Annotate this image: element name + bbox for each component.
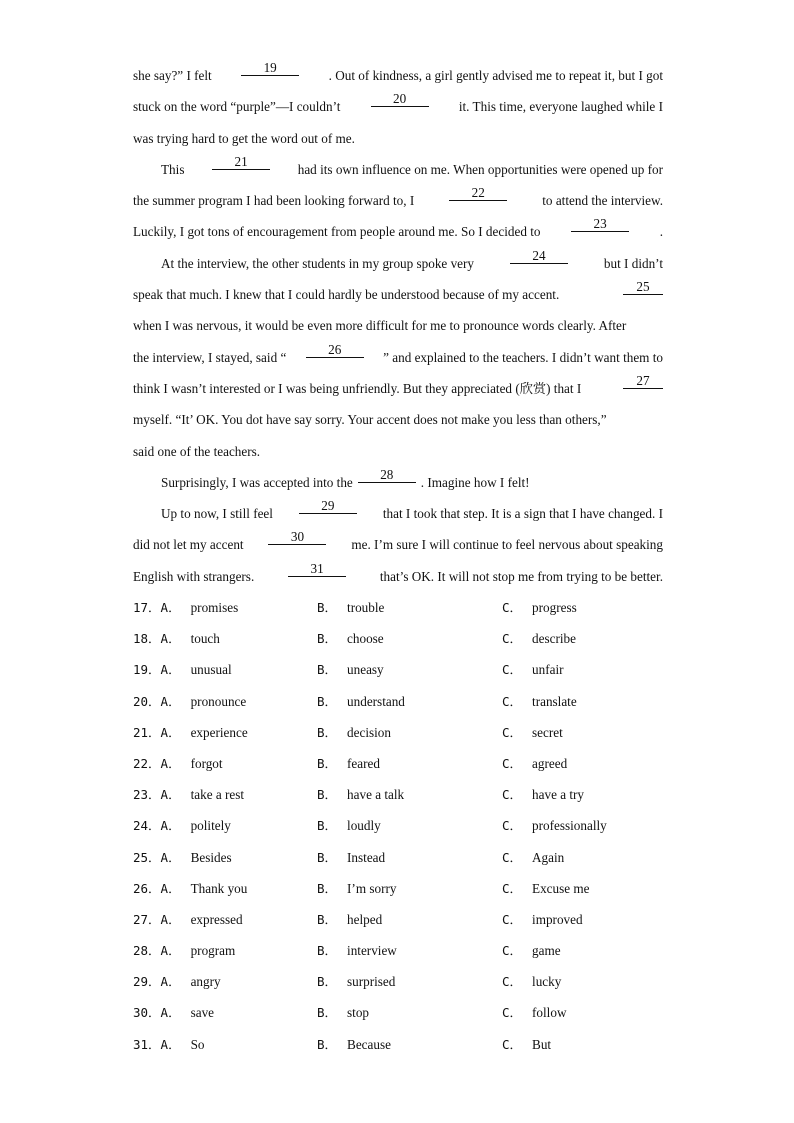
option-b-label: B．	[317, 662, 338, 678]
option-c[interactable]	[502, 654, 564, 685]
answer-blank: 25	[623, 279, 663, 295]
option-a-text: promises	[190, 600, 239, 616]
passage-line	[133, 310, 663, 341]
answer-blank: 22	[449, 185, 507, 201]
text: it. This time, everyone laughed while I	[458, 99, 663, 115]
option-row	[133, 748, 663, 779]
option-a-text: pronounce	[190, 693, 247, 709]
option-a[interactable]	[133, 904, 243, 935]
option-row	[133, 686, 663, 717]
text: At the interview, the other students in my group spoke very	[161, 255, 475, 271]
option-a[interactable]	[133, 873, 247, 904]
option-c[interactable]	[502, 810, 607, 841]
question-number: 31．A．	[133, 1036, 181, 1052]
option-b[interactable]	[317, 686, 405, 717]
option-c-text: Again	[532, 849, 565, 865]
option-row	[133, 810, 663, 841]
option-a[interactable]	[133, 966, 221, 997]
option-b-text: helped	[347, 911, 383, 927]
text: the interview, I stayed, said “	[133, 349, 287, 365]
option-a[interactable]	[133, 717, 248, 748]
question-number: 28．A．	[133, 943, 181, 959]
option-b[interactable]	[317, 810, 381, 841]
passage-line	[133, 436, 663, 467]
option-c-label: C．	[502, 787, 523, 803]
option-a[interactable]	[133, 842, 232, 873]
option-row	[133, 997, 663, 1028]
option-c-text: But	[532, 1036, 552, 1052]
option-b-text: trouble	[347, 600, 385, 616]
passage-line	[133, 154, 663, 185]
option-c-label: C．	[502, 880, 523, 896]
option-b-text: decision	[347, 724, 391, 740]
option-c-text: follow	[532, 1005, 567, 1021]
option-b-label: B．	[317, 693, 338, 709]
option-c[interactable]	[502, 748, 567, 779]
option-b-text: have a talk	[347, 787, 405, 803]
option-c-text: have a try	[532, 787, 585, 803]
question-number: 22．A．	[133, 755, 181, 771]
answer-blank: 24	[510, 248, 568, 264]
answer-blank: 19	[241, 60, 299, 76]
text: was trying hard to get the word out of me.	[133, 130, 355, 146]
option-row	[133, 654, 663, 685]
option-b-label: B．	[317, 1005, 338, 1021]
passage-line	[133, 498, 663, 529]
option-row	[133, 1029, 663, 1060]
question-number: 21．A．	[133, 724, 181, 740]
answer-blank: 31	[288, 561, 346, 577]
passage-line	[133, 342, 663, 373]
option-a[interactable]	[133, 654, 232, 685]
option-row	[133, 623, 663, 654]
option-a-text: unusual	[190, 662, 232, 678]
text: stuck on the word “purple”—I couldn’t	[133, 99, 341, 115]
text: that’s OK. It will not stop me from trying to be better.	[379, 568, 663, 584]
option-row	[133, 592, 663, 623]
option-b[interactable]	[317, 779, 404, 810]
text: ” and explained to the teachers. I didn’t want them to	[383, 349, 663, 365]
answer-blank: 27	[623, 373, 663, 389]
option-c-label: C．	[502, 1036, 523, 1052]
option-b[interactable]	[317, 873, 396, 904]
option-b-text: surprised	[347, 974, 396, 990]
question-number: 19．A．	[133, 662, 181, 678]
text: to attend the interview.	[542, 193, 663, 209]
option-b[interactable]	[317, 717, 391, 748]
option-b[interactable]	[317, 1029, 391, 1060]
text: . Imagine how I felt!	[420, 474, 530, 490]
question-number: 18．A．	[133, 631, 181, 647]
option-c-text: Excuse me	[532, 880, 590, 896]
option-b-label: B．	[317, 787, 338, 803]
option-b-label: B．	[317, 600, 338, 616]
option-b-text: Instead	[347, 849, 386, 865]
passage-line	[133, 373, 663, 404]
option-b[interactable]	[317, 966, 395, 997]
option-c-label: C．	[502, 911, 523, 927]
text: that I took that step. It is a sign that I have changed. I	[382, 506, 663, 522]
option-b-text: stop	[347, 1005, 370, 1021]
option-a-text: politely	[190, 818, 231, 834]
passage-line	[133, 60, 663, 91]
passage-line	[133, 91, 663, 122]
option-row	[133, 717, 663, 748]
text: myself. “It’ OK. You dot have say sorry. Your accent does not make you less than others,”	[133, 412, 607, 428]
answer-blank: 23	[571, 216, 629, 232]
option-c-label: C．	[502, 755, 523, 771]
option-b-label: B．	[317, 880, 338, 896]
option-c[interactable]	[502, 623, 576, 654]
option-c[interactable]	[502, 904, 583, 935]
text: Up to now, I still feel	[161, 506, 273, 522]
option-b[interactable]	[317, 748, 380, 779]
option-c-label: C．	[502, 724, 523, 740]
text: when I was nervous, it would be even more difficult for me to pronounce words clearly. After	[133, 318, 627, 334]
question-number: 27．A．	[133, 911, 181, 927]
question-number: 26．A．	[133, 880, 181, 896]
option-c-label: C．	[502, 600, 523, 616]
option-b[interactable]	[317, 592, 384, 623]
option-c-text: professionally	[532, 818, 607, 834]
option-c-text: unfair	[532, 662, 564, 678]
option-b-label: B．	[317, 818, 338, 834]
cloze-passage	[133, 60, 663, 592]
option-c-text: translate	[532, 693, 577, 709]
option-b-text: uneasy	[347, 662, 384, 678]
option-c[interactable]	[502, 779, 584, 810]
option-b-label: B．	[317, 911, 338, 927]
option-a[interactable]	[133, 997, 214, 1028]
option-a[interactable]	[133, 592, 238, 623]
question-number: 24．A．	[133, 818, 181, 834]
option-c-text: improved	[532, 911, 583, 927]
passage-line	[133, 467, 663, 498]
option-b-label: B．	[317, 631, 338, 647]
question-number: 17．A．	[133, 600, 181, 616]
answer-blank: 26	[306, 342, 364, 358]
option-a[interactable]	[133, 779, 244, 810]
text: Surprisingly, I was accepted into the	[161, 474, 353, 490]
option-c[interactable]	[502, 873, 590, 904]
option-b[interactable]	[317, 904, 382, 935]
option-a-text: forgot	[190, 755, 223, 771]
option-b[interactable]	[317, 842, 385, 873]
option-b-text: loudly	[347, 818, 381, 834]
option-row	[133, 779, 663, 810]
option-a-text: program	[190, 943, 236, 959]
option-c-label: C．	[502, 662, 523, 678]
option-c[interactable]	[502, 1029, 551, 1060]
text: but I didn’t	[603, 255, 663, 271]
option-b-label: B．	[317, 849, 338, 865]
option-row	[133, 904, 663, 935]
option-row	[133, 966, 663, 997]
answer-blank: 21	[212, 154, 270, 170]
option-b-text: feared	[347, 755, 380, 771]
text: did not let my accent	[133, 537, 244, 553]
option-a[interactable]	[133, 748, 223, 779]
option-a-text: save	[190, 1005, 215, 1021]
passage-line	[133, 404, 663, 435]
passage-line	[133, 248, 663, 279]
option-b-label: B．	[317, 974, 338, 990]
option-c[interactable]	[502, 592, 577, 623]
answer-options	[133, 592, 663, 1060]
option-b-label: B．	[317, 724, 338, 740]
option-b-label: B．	[317, 1036, 338, 1052]
question-number: 29．A．	[133, 974, 181, 990]
text: think I wasn’t interested or I was being unfriendly. But they appreciated (欣赏) that I	[133, 380, 582, 396]
passage-line	[133, 279, 663, 310]
option-b-text: I’m sorry	[347, 880, 397, 896]
option-b-text: understand	[347, 693, 405, 709]
question-number: 25．A．	[133, 849, 181, 865]
option-c-text: progress	[532, 600, 577, 616]
option-a[interactable]	[133, 686, 246, 717]
option-a[interactable]	[133, 810, 231, 841]
option-a-text: touch	[190, 631, 220, 647]
passage-line	[133, 561, 663, 592]
passage-line	[133, 185, 663, 216]
option-b-text: choose	[347, 631, 384, 647]
option-c[interactable]	[502, 686, 577, 717]
option-c-label: C．	[502, 849, 523, 865]
option-b-label: B．	[317, 943, 338, 959]
option-c-label: C．	[502, 1005, 523, 1021]
option-a-text: take a rest	[190, 787, 245, 803]
passage-line	[133, 123, 663, 154]
text: speak that much. I knew that I could hardly be understood because of my accent.	[133, 287, 560, 303]
option-c-label: C．	[502, 631, 523, 647]
worksheet-page	[133, 60, 663, 1060]
text: Luckily, I got tons of encouragement from people around me. So I decided to	[133, 224, 541, 240]
text: .	[659, 224, 663, 240]
option-c-text: game	[532, 943, 561, 959]
option-a-text: So	[190, 1036, 205, 1052]
option-b[interactable]	[317, 997, 369, 1028]
text: the summer program I had been looking forward to, I	[133, 193, 415, 209]
text: she say?” I felt	[133, 68, 212, 83]
answer-blank: 20	[371, 91, 429, 107]
option-b[interactable]	[317, 654, 384, 685]
text: me. I’m sure I will continue to feel nervous about speaking	[351, 537, 663, 553]
option-c[interactable]	[502, 842, 564, 873]
option-a-text: Thank you	[190, 880, 248, 896]
question-number: 23．A．	[133, 787, 181, 803]
option-a-text: angry	[190, 974, 221, 990]
text: . Out of kindness, a girl gently advised me to repeat it, but I got	[328, 68, 663, 83]
text: had its own influence on me. When opportunities were opened up for	[297, 161, 663, 177]
option-c[interactable]	[502, 935, 561, 966]
option-a-text: Besides	[190, 849, 232, 865]
option-a[interactable]	[133, 935, 235, 966]
option-a-text: experience	[190, 724, 248, 740]
option-row	[133, 842, 663, 873]
option-b-text: Because	[347, 1036, 391, 1052]
question-number: 20．A．	[133, 693, 181, 709]
answer-blank: 30	[268, 529, 326, 545]
question-number: 30．A．	[133, 1005, 181, 1021]
option-row	[133, 873, 663, 904]
option-row	[133, 935, 663, 966]
option-b-text: interview	[347, 943, 397, 959]
option-c-label: C．	[502, 693, 523, 709]
answer-blank: 28	[358, 467, 416, 483]
text: said one of the teachers.	[133, 443, 261, 459]
option-c-text: lucky	[532, 974, 562, 990]
option-b[interactable]	[317, 623, 384, 654]
option-a-text: expressed	[190, 911, 243, 927]
option-c-text: secret	[532, 724, 563, 740]
text: English with strangers.	[133, 568, 255, 584]
option-c-label: C．	[502, 974, 523, 990]
option-a[interactable]	[133, 1029, 205, 1060]
option-b-label: B．	[317, 755, 338, 771]
passage-line	[133, 216, 663, 247]
text: This	[161, 161, 185, 177]
option-c-label: C．	[502, 818, 523, 834]
option-c-label: C．	[502, 943, 523, 959]
option-b[interactable]	[317, 935, 397, 966]
option-a[interactable]	[133, 623, 220, 654]
answer-blank: 29	[299, 498, 357, 514]
option-c[interactable]	[502, 717, 563, 748]
option-c-text: describe	[532, 631, 576, 647]
option-c[interactable]	[502, 966, 561, 997]
passage-line	[133, 529, 663, 560]
option-c-text: agreed	[532, 755, 568, 771]
option-c[interactable]	[502, 997, 566, 1028]
